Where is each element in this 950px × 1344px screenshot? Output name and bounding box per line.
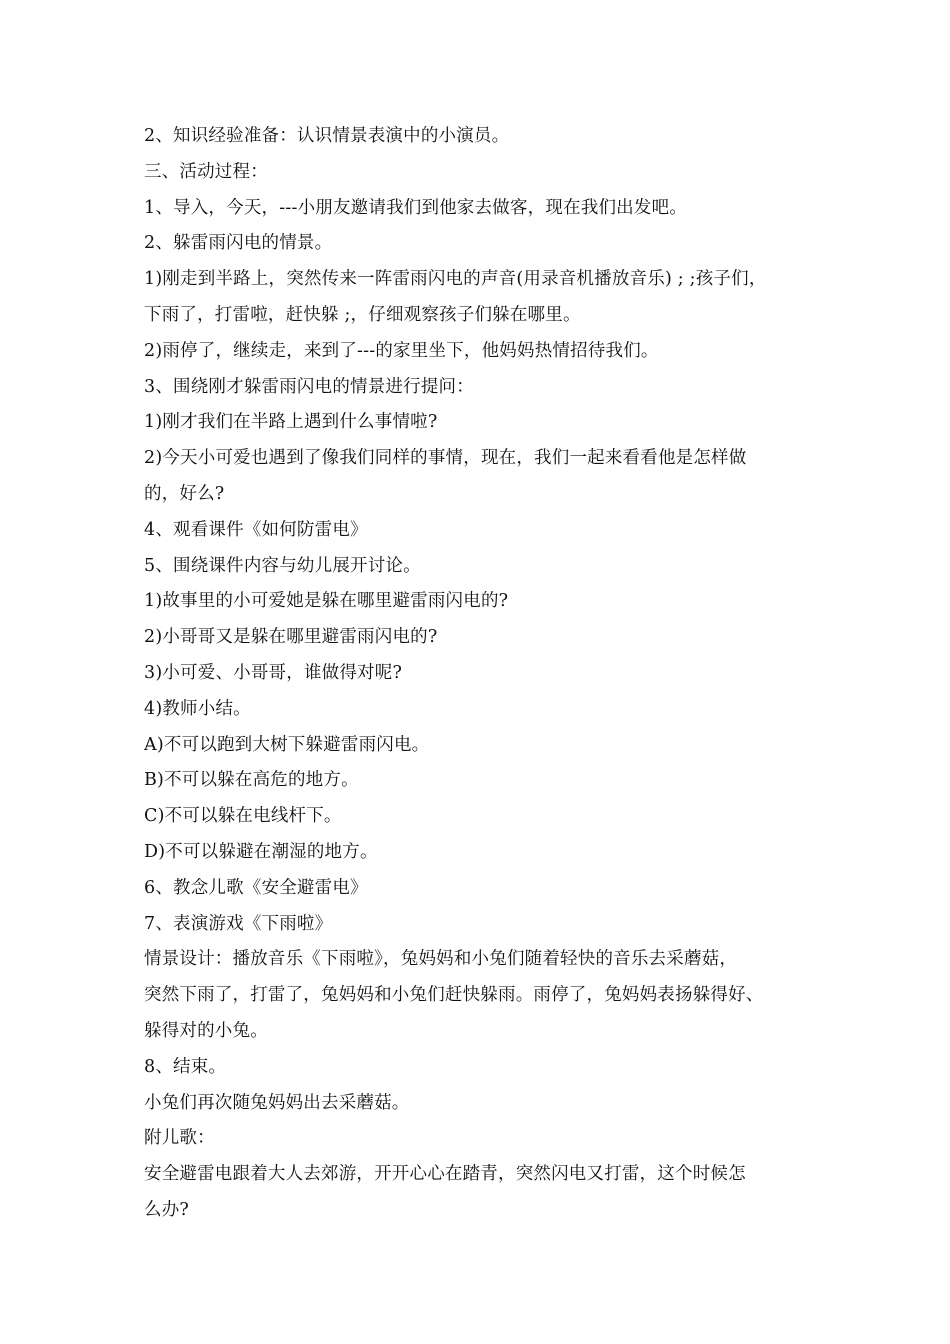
- text-line: 1、导入，今天，---小朋友邀请我们到他家去做客，现在我们出发吧。: [144, 197, 687, 218]
- text-line: 的，好么?: [144, 483, 225, 504]
- text-line: 么办?: [144, 1199, 189, 1220]
- text-line: 3)小可爱、小哥哥，谁做得对呢?: [144, 662, 403, 683]
- text-line: 5、围绕课件内容与幼儿展开讨论。: [144, 555, 421, 576]
- text-line: 2、躲雷雨闪电的情景。: [144, 233, 333, 254]
- text-line: B)不可以躲在高危的地方。: [144, 770, 359, 791]
- text-line: 下雨了，打雷啦，赶快躲 ;，仔细观察孩子们躲在哪里。: [144, 304, 581, 325]
- text-line: 突然下雨了，打雷了，兔妈妈和小兔们赶快躲雨。雨停了，兔妈妈表扬躲得好、: [144, 985, 764, 1006]
- text-line: 2)雨停了，继续走，来到了---的家里坐下，他妈妈热情招待我们。: [144, 340, 659, 361]
- text-line: 1)故事里的小可爱她是躲在哪里避雷雨闪电的?: [144, 591, 509, 612]
- text-line: 3、围绕刚才躲雷雨闪电的情景进行提问：: [144, 376, 474, 397]
- document-body: [144, 119, 834, 1229]
- text-line: 小兔们再次随兔妈妈出去采蘑菇。: [144, 1092, 410, 1113]
- text-line: 4、观看课件《如何防雷电》: [144, 519, 368, 540]
- text-line: 2)今天小可爱也遇到了像我们同样的事情，现在，我们一起来看看他是怎样做: [144, 448, 747, 469]
- text-line: 1)刚才我们在半路上遇到什么事情啦?: [144, 412, 438, 433]
- text-line: 情景设计：播放音乐《下雨啦》，兔妈妈和小兔们随着轻快的音乐去采蘑菇，: [144, 949, 738, 970]
- text-line: 躲得对的小兔。: [144, 1020, 268, 1041]
- text-line: C)不可以躲在电线杆下。: [144, 806, 342, 827]
- section-heading: 三、活动过程：: [144, 161, 268, 182]
- text-line: 1)刚走到半路上，突然传来一阵雷雨闪电的声音(用录音机播放音乐) ; ;孩子们，: [144, 269, 767, 290]
- text-line: D)不可以躲避在潮湿的地方。: [144, 841, 378, 862]
- text-line: 附儿歌：: [144, 1128, 215, 1149]
- text-line: 7、表演游戏《下雨啦》: [144, 913, 333, 934]
- text-line: 安全避雷电跟着大人去郊游，开开心心在踏青，突然闪电又打雷，这个时候怎: [144, 1164, 746, 1185]
- text-line: A)不可以跑到大树下躲避雷雨闪电。: [144, 734, 430, 755]
- text-line: 4)教师小结。: [144, 698, 251, 719]
- text-line: 2)小哥哥又是躲在哪里避雷雨闪电的?: [144, 627, 438, 648]
- text-line: 2、知识经验准备：认识情景表演中的小演员。: [144, 126, 510, 146]
- text-line: 8、结束。: [144, 1056, 227, 1077]
- text-line: 6、教念儿歌《安全避雷电》: [144, 877, 368, 898]
